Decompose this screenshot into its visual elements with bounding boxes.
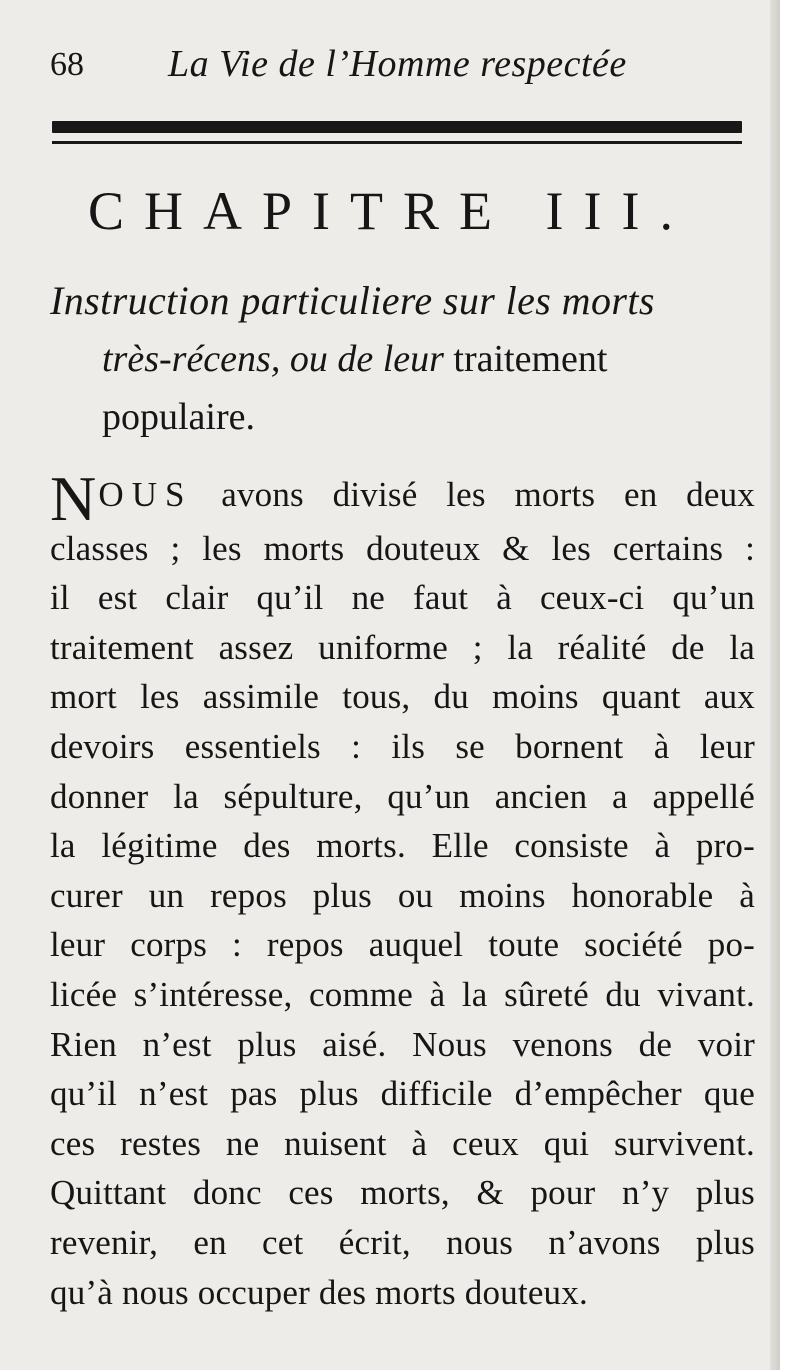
body-text — [50, 463, 755, 1317]
body-line: qu’il n’est pas plus difficile d’empêcher que — [50, 1074, 755, 1114]
running-title: La Vie de l’Homme respectée — [168, 43, 627, 85]
decorative-rule — [52, 121, 742, 144]
chapter-heading — [50, 272, 755, 446]
thin-rule — [52, 141, 742, 144]
body-line: traitement assez uniforme ; la réalité de la — [50, 627, 755, 667]
body-line: Quittant donc ces morts, & pour n’y plus — [50, 1173, 755, 1213]
body-line-text: avons divisé les morts en deux — [192, 475, 755, 514]
body-line: leur corps : repos auquel toute société po- — [50, 925, 755, 965]
body-line: ces restes ne nuisent à ceux qui survivent. — [50, 1123, 755, 1163]
body-line: Rien n’est plus aisé. Nous venons de voir — [50, 1024, 755, 1064]
chapter-title: CHAPITRE III. — [88, 181, 693, 241]
body-line: qu’à nous occuper des morts douteux. — [50, 1272, 588, 1312]
body-line: revenir, en cet écrit, nous n’avons plus — [50, 1222, 755, 1262]
first-word-rest: OUS — [98, 475, 193, 514]
chapter-heading-line-2-italic: très-récens, ou de leur — [102, 338, 444, 380]
body-line: donner la sépulture, qu’un ancien a appellé — [50, 776, 755, 816]
body-line: licée s’intéresse, comme à la sûreté du vivant. — [50, 974, 755, 1014]
page-number: 68 — [50, 46, 84, 83]
body-line: classes ; les morts douteux & les certains : — [50, 528, 755, 568]
body-line — [50, 463, 755, 534]
drop-cap: N — [50, 463, 97, 534]
chapter-heading-line-2-roman: traitement — [443, 338, 608, 380]
body-line: devoirs essentiels : ils se bornent à leur — [50, 726, 755, 766]
body-line: la légitime des morts. Elle consiste à pro- — [50, 826, 755, 866]
chapter-heading-line-3: populaire. — [102, 396, 256, 438]
body-line: il est clair qu’il ne faut à ceux-ci qu’un — [50, 578, 755, 618]
body-line: mort les assimile tous, du moins quant aux — [50, 677, 755, 717]
chapter-heading-line-1: Instruction particuliere sur les morts — [50, 278, 655, 323]
chapter-heading-line-2 — [50, 330, 755, 388]
thick-rule — [52, 121, 742, 133]
body-line: curer un repos plus ou moins honorable à — [50, 875, 755, 915]
running-head — [50, 40, 690, 92]
